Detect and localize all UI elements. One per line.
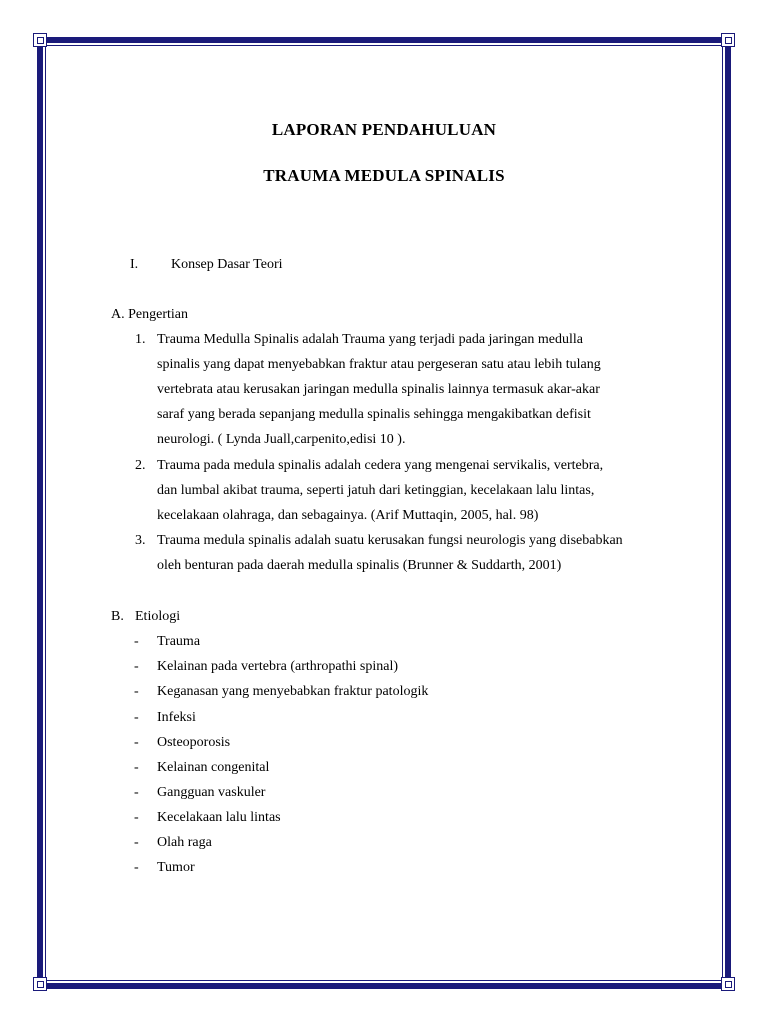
document-subtitle: TRAUMA MEDULA SPINALIS (263, 166, 505, 185)
corner-ornament-bottom-right (721, 977, 735, 991)
bullet-dash: - (134, 760, 139, 775)
bullet-dash: - (134, 710, 139, 725)
section-i-numeral: I. (130, 257, 139, 272)
document-title: LAPORAN PENDAHULUAN (271, 120, 497, 139)
list-item-line: neurologi. ( Lynda Juall,carpenito,edisi 10 ). (157, 432, 406, 447)
list-item: Keganasan yang menyebabkan fraktur patologik (157, 684, 429, 699)
section-a-heading: A. Pengertian (111, 307, 188, 322)
list-item-line: dan lumbal akibat trauma, seperti jatuh dari ketinggian, kecelakaan lalu lintas, (157, 483, 595, 498)
list-item: Kecelakaan lalu lintas (157, 810, 281, 825)
list-item: Trauma (157, 634, 201, 649)
list-item-line: Trauma Medulla Spinalis adalah Trauma yang terjadi pada jaringan medulla (157, 332, 583, 347)
section-b-heading: Etiologi (135, 609, 181, 624)
corner-ornament-top-left (33, 33, 47, 47)
bullet-dash: - (134, 810, 139, 825)
list-item: Olah raga (157, 835, 212, 850)
corner-ornament-bottom-left (33, 977, 47, 991)
list-item-line: oleh benturan pada daerah medulla spinalis (Brunner & Suddarth, 2001) (157, 558, 562, 573)
list-item-line: Trauma medula spinalis adalah suatu kerusakan fungsi neurologis yang disebabkan (157, 533, 623, 548)
section-b-letter: B. (111, 609, 124, 624)
bullet-dash: - (134, 684, 139, 699)
bullet-dash: - (134, 735, 139, 750)
bullet-dash: - (134, 785, 139, 800)
list-item-number: 3. (135, 533, 146, 548)
list-item-line: saraf yang berada sepanjang medulla spinalis sehingga mengakibatkan defisit (157, 407, 591, 422)
list-item: Gangguan vaskuler (157, 785, 266, 800)
list-item-line: vertebrata atau kerusakan jaringan medulla spinalis lainnya termasuk akar-akar (157, 382, 600, 397)
list-item: Kelainan congenital (157, 760, 270, 775)
list-item-number: 2. (135, 458, 146, 473)
list-item-line: kecelakaan olahraga, dan sebagainya. (Arif Muttaqin, 2005, hal. 98) (157, 508, 539, 523)
corner-ornament-top-right (721, 33, 735, 47)
list-item: Infeksi (157, 710, 196, 725)
list-item: Osteoporosis (157, 735, 231, 750)
list-item: Kelainan pada vertebra (arthropathi spinal) (157, 659, 399, 674)
list-item-line: spinalis yang dapat menyebabkan fraktur atau pergeseran satu atau lebih tulang (157, 357, 601, 372)
list-item-number: 1. (135, 332, 146, 347)
bullet-dash: - (134, 634, 139, 649)
list-item-line: Trauma pada medula spinalis adalah cedera yang mengenai servikalis, vertebra, (157, 458, 604, 473)
bullet-dash: - (134, 860, 139, 875)
list-item: Tumor (157, 860, 195, 875)
bullet-dash: - (134, 835, 139, 850)
bullet-dash: - (134, 659, 139, 674)
section-i-heading: Konsep Dasar Teori (171, 257, 283, 272)
